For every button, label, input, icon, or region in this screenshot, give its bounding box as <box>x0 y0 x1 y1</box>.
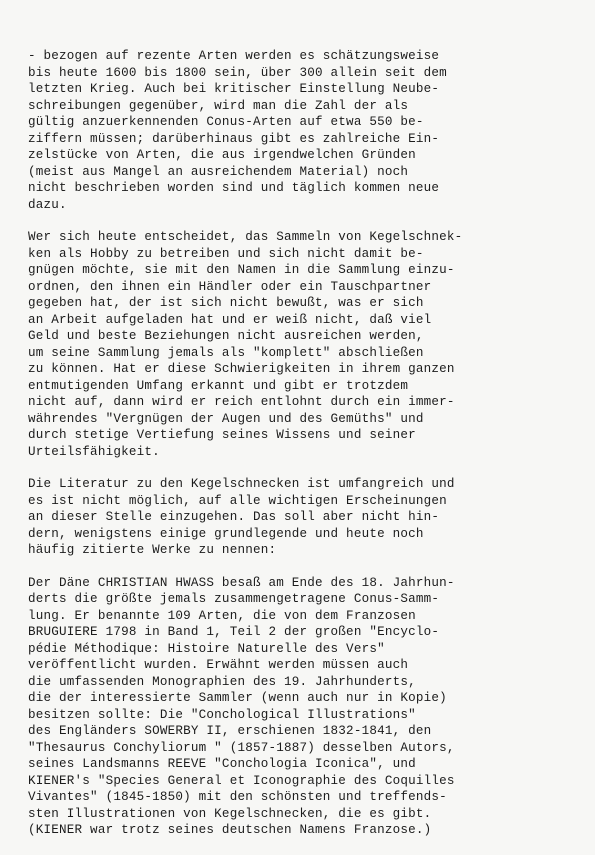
text-line: es ist nicht möglich, auf alle wichtigen Erscheinungen <box>28 493 447 508</box>
text-line: Die Literatur zu den Kegelschnecken ist umfangreich und <box>28 477 455 491</box>
paragraph-1 <box>28 48 576 213</box>
text-line: (KIENER war trotz seines deutschen Namens Franzose.) <box>28 823 432 837</box>
text-line: nicht beschrieben worden sind und täglich kommen neue <box>28 181 440 195</box>
text-line: gegeben hat, der ist sich nicht bewußt, was er sich <box>28 296 424 310</box>
text-line: gültig anzuerkennenden Conus-Arten auf etwa 550 be- <box>28 115 424 129</box>
text-line: sten Illustrationen von Kegelschnecken, die es gibt. <box>28 806 432 821</box>
text-line: nicht auf, dann wird er reich entlohnt durch ein immer- <box>28 395 455 409</box>
text-line: ziffern müssen; darüberhinaus gibt es zahlreiche Ein- <box>28 131 440 146</box>
text-line: währendes "Vergnügen der Augen und des Gemüths" und <box>28 411 424 426</box>
document-body <box>28 48 576 855</box>
text-line: zu können. Hat er diese Schwierigkeiten in ihrem ganzen <box>28 362 455 376</box>
text-line: Geld und beste Beziehungen nicht ausreichen werden, <box>28 329 424 343</box>
text-line: seines Landsmanns REEVE "Conchologia Iconica", und <box>28 757 416 771</box>
text-line: ken als Hobby zu betreiben und sich nicht damit be- <box>28 246 424 261</box>
text-line: durch stetige Vertiefung seines Wissens und seiner <box>28 428 416 442</box>
text-line: KIENER's "Species General et Iconographie des Coquilles <box>28 773 455 788</box>
text-line: pédie Méthodique: Histoire Naturelle des Vers" <box>28 641 385 656</box>
paragraph-4 <box>28 575 576 839</box>
text-line: um seine Sammlung jemals als "komplett" abschließen <box>28 345 424 360</box>
text-line: des Engländers SOWERBY II, erschienen 1832-1841, den <box>28 724 432 738</box>
text-line: Der Däne CHRISTIAN HWASS besaß am Ende des 18. Jahrhun- <box>28 575 455 590</box>
text-line: (meist aus Mangel an ausreichendem Material) noch <box>28 164 409 179</box>
text-line: entmutigenden Umfang erkannt und gibt er trotzdem <box>28 378 409 393</box>
text-line: - bezogen auf rezente Arten werden es schätzungsweise <box>28 49 440 63</box>
text-line: veröffentlicht wurden. Erwähnt werden müssen auch <box>28 658 409 672</box>
text-line: dazu. <box>28 197 67 212</box>
text-line: die umfassenden Monographien des 19. Jahrhunderts, <box>28 674 416 689</box>
text-line: dern, wenigstens einige grundlegende und heute noch <box>28 526 424 541</box>
text-line: gnügen möchte, sie mit den Namen in die Sammlung einzu- <box>28 263 455 277</box>
text-line: ordnen, den ihnen ein Händler oder ein Tauschpartner <box>28 279 432 294</box>
text-line: BRUGUIERE 1798 in Band 1, Teil 2 der großen "Encyclo- <box>28 625 440 639</box>
text-line: zelstücke von Arten, die aus irgendwelchen Gründen <box>28 148 416 162</box>
text-line: bis heute 1600 bis 1800 sein, über 300 allein seit dem <box>28 65 447 80</box>
text-line: Wer sich heute entscheidet, das Sammeln von Kegelschnek- <box>28 230 463 244</box>
text-line: Urteilsfähigkeit. <box>28 444 160 459</box>
text-line: die der interessierte Sammler (wenn auch nur in Kopie) <box>28 691 447 705</box>
text-line: an dieser Stelle einzugehen. Das soll aber nicht hin- <box>28 510 440 524</box>
text-line: "Thesaurus Conchyliorum " (1857-1887) desselben Autors, <box>28 740 455 755</box>
text-line: lung. Er benannte 109 Arten, die von dem Franzosen <box>28 608 416 623</box>
text-line: häufig zitierte Werke zu nennen: <box>28 543 277 557</box>
paragraph-3 <box>28 476 576 559</box>
paragraph-2 <box>28 229 576 460</box>
text-line: an Arbeit aufgeladen hat und er weiß nicht, daß viel <box>28 312 432 327</box>
text-line: besitzen sollte: Die "Conchological Illustrations" <box>28 707 416 722</box>
text-line: Vivantes" (1845-1850) mit den schönsten und treffends- <box>28 790 447 804</box>
text-line: letzten Krieg. Auch bei kritischer Einstellung Neube- <box>28 82 440 96</box>
text-line: schreibungen gegenüber, wird man die Zahl der als <box>28 98 409 113</box>
text-line: derts die größte jemals zusammengetragene Conus-Samm- <box>28 592 440 606</box>
